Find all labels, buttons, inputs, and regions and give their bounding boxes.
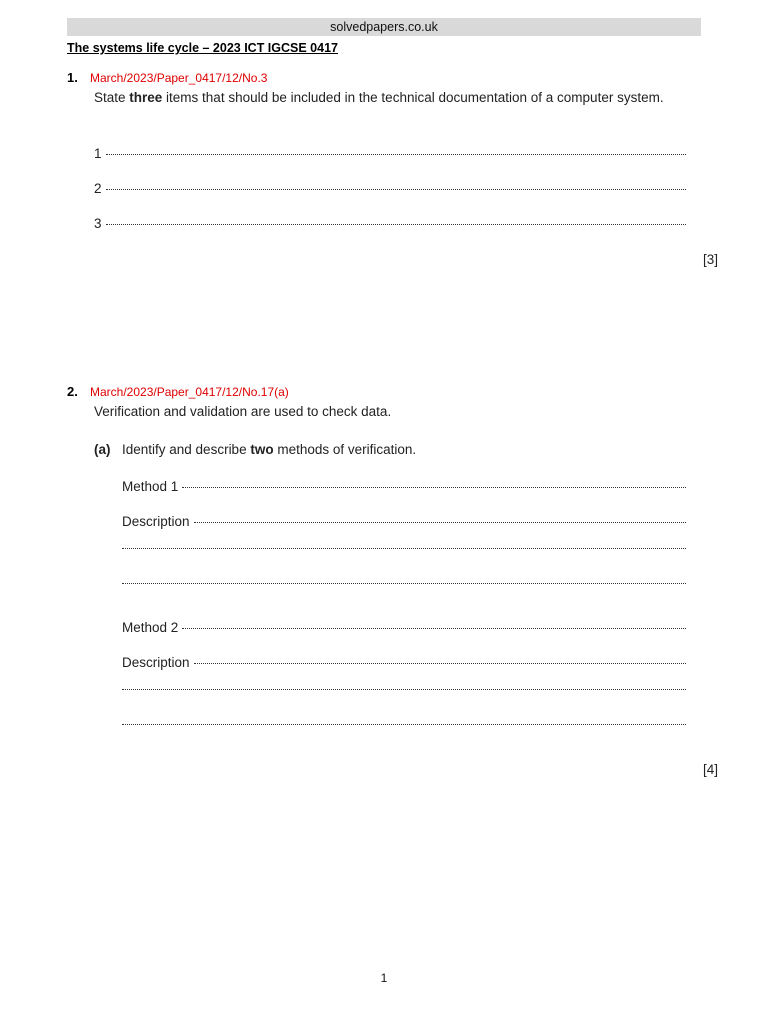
page-number: 1: [380, 971, 388, 985]
description-1-line[interactable]: [122, 514, 686, 529]
part-a-label: (a): [94, 442, 111, 457]
question-2a-marks: [4]: [702, 762, 718, 777]
dotted-answer-space: [122, 688, 686, 690]
question-1-number: 1.: [67, 70, 78, 85]
dotted-answer-space: [106, 223, 686, 225]
method-1-label: Method 1: [122, 479, 179, 494]
description-2-continuation-line-2[interactable]: [122, 726, 686, 728]
question-1-text-start: State: [94, 90, 130, 105]
description-2-label: Description: [122, 655, 190, 670]
answer-line-1[interactable]: [94, 146, 686, 161]
answer-line-label: 3: [94, 216, 102, 231]
description-2-continuation-line-1[interactable]: [122, 691, 686, 693]
site-name: solvedpapers.co.uk: [330, 20, 438, 34]
dotted-answer-space: [182, 486, 686, 488]
question-2-number: 2.: [67, 384, 78, 399]
part-a-text-emphasis: two: [250, 442, 274, 457]
description-1-continuation-line-2[interactable]: [122, 585, 686, 587]
dotted-answer-space: [122, 582, 686, 584]
question-1-text-emphasis: three: [129, 90, 163, 105]
dotted-answer-space: [182, 627, 686, 629]
question-1-marks: [3]: [702, 252, 718, 267]
answer-line-label: 1: [94, 146, 102, 161]
description-1-continuation-line-1[interactable]: [122, 550, 686, 552]
part-a-text-end: methods of verification.: [273, 442, 417, 457]
description-1-label: Description: [122, 514, 190, 529]
dotted-answer-space: [194, 662, 686, 664]
method-1-line[interactable]: [122, 479, 686, 494]
part-a-text: [122, 442, 416, 457]
document-title: The systems life cycle – 2023 ICT IGCSE 0417: [67, 41, 338, 55]
question-2-reference: March/2023/Paper_0417/12/No.17(a): [90, 385, 289, 399]
part-a-text-start: Identify and describe: [122, 442, 251, 457]
answer-line-2[interactable]: [94, 181, 686, 196]
question-1-reference: March/2023/Paper_0417/12/No.3: [90, 71, 268, 85]
answer-line-label: 2: [94, 181, 102, 196]
dotted-answer-space: [122, 723, 686, 725]
dotted-answer-space: [194, 521, 686, 523]
question-1-text-end: items that should be included in the technical documentation of a computer system.: [162, 90, 664, 105]
method-2-label: Method 2: [122, 620, 179, 635]
dotted-answer-space: [106, 188, 686, 190]
answer-line-3[interactable]: [94, 216, 686, 231]
question-2-text: Verification and validation are used to check data.: [94, 404, 392, 419]
description-2-line[interactable]: [122, 655, 686, 670]
question-1-text: [94, 90, 664, 105]
method-2-line[interactable]: [122, 620, 686, 635]
dotted-answer-space: [106, 153, 686, 155]
dotted-answer-space: [122, 547, 686, 549]
site-header-bar: [67, 18, 701, 36]
